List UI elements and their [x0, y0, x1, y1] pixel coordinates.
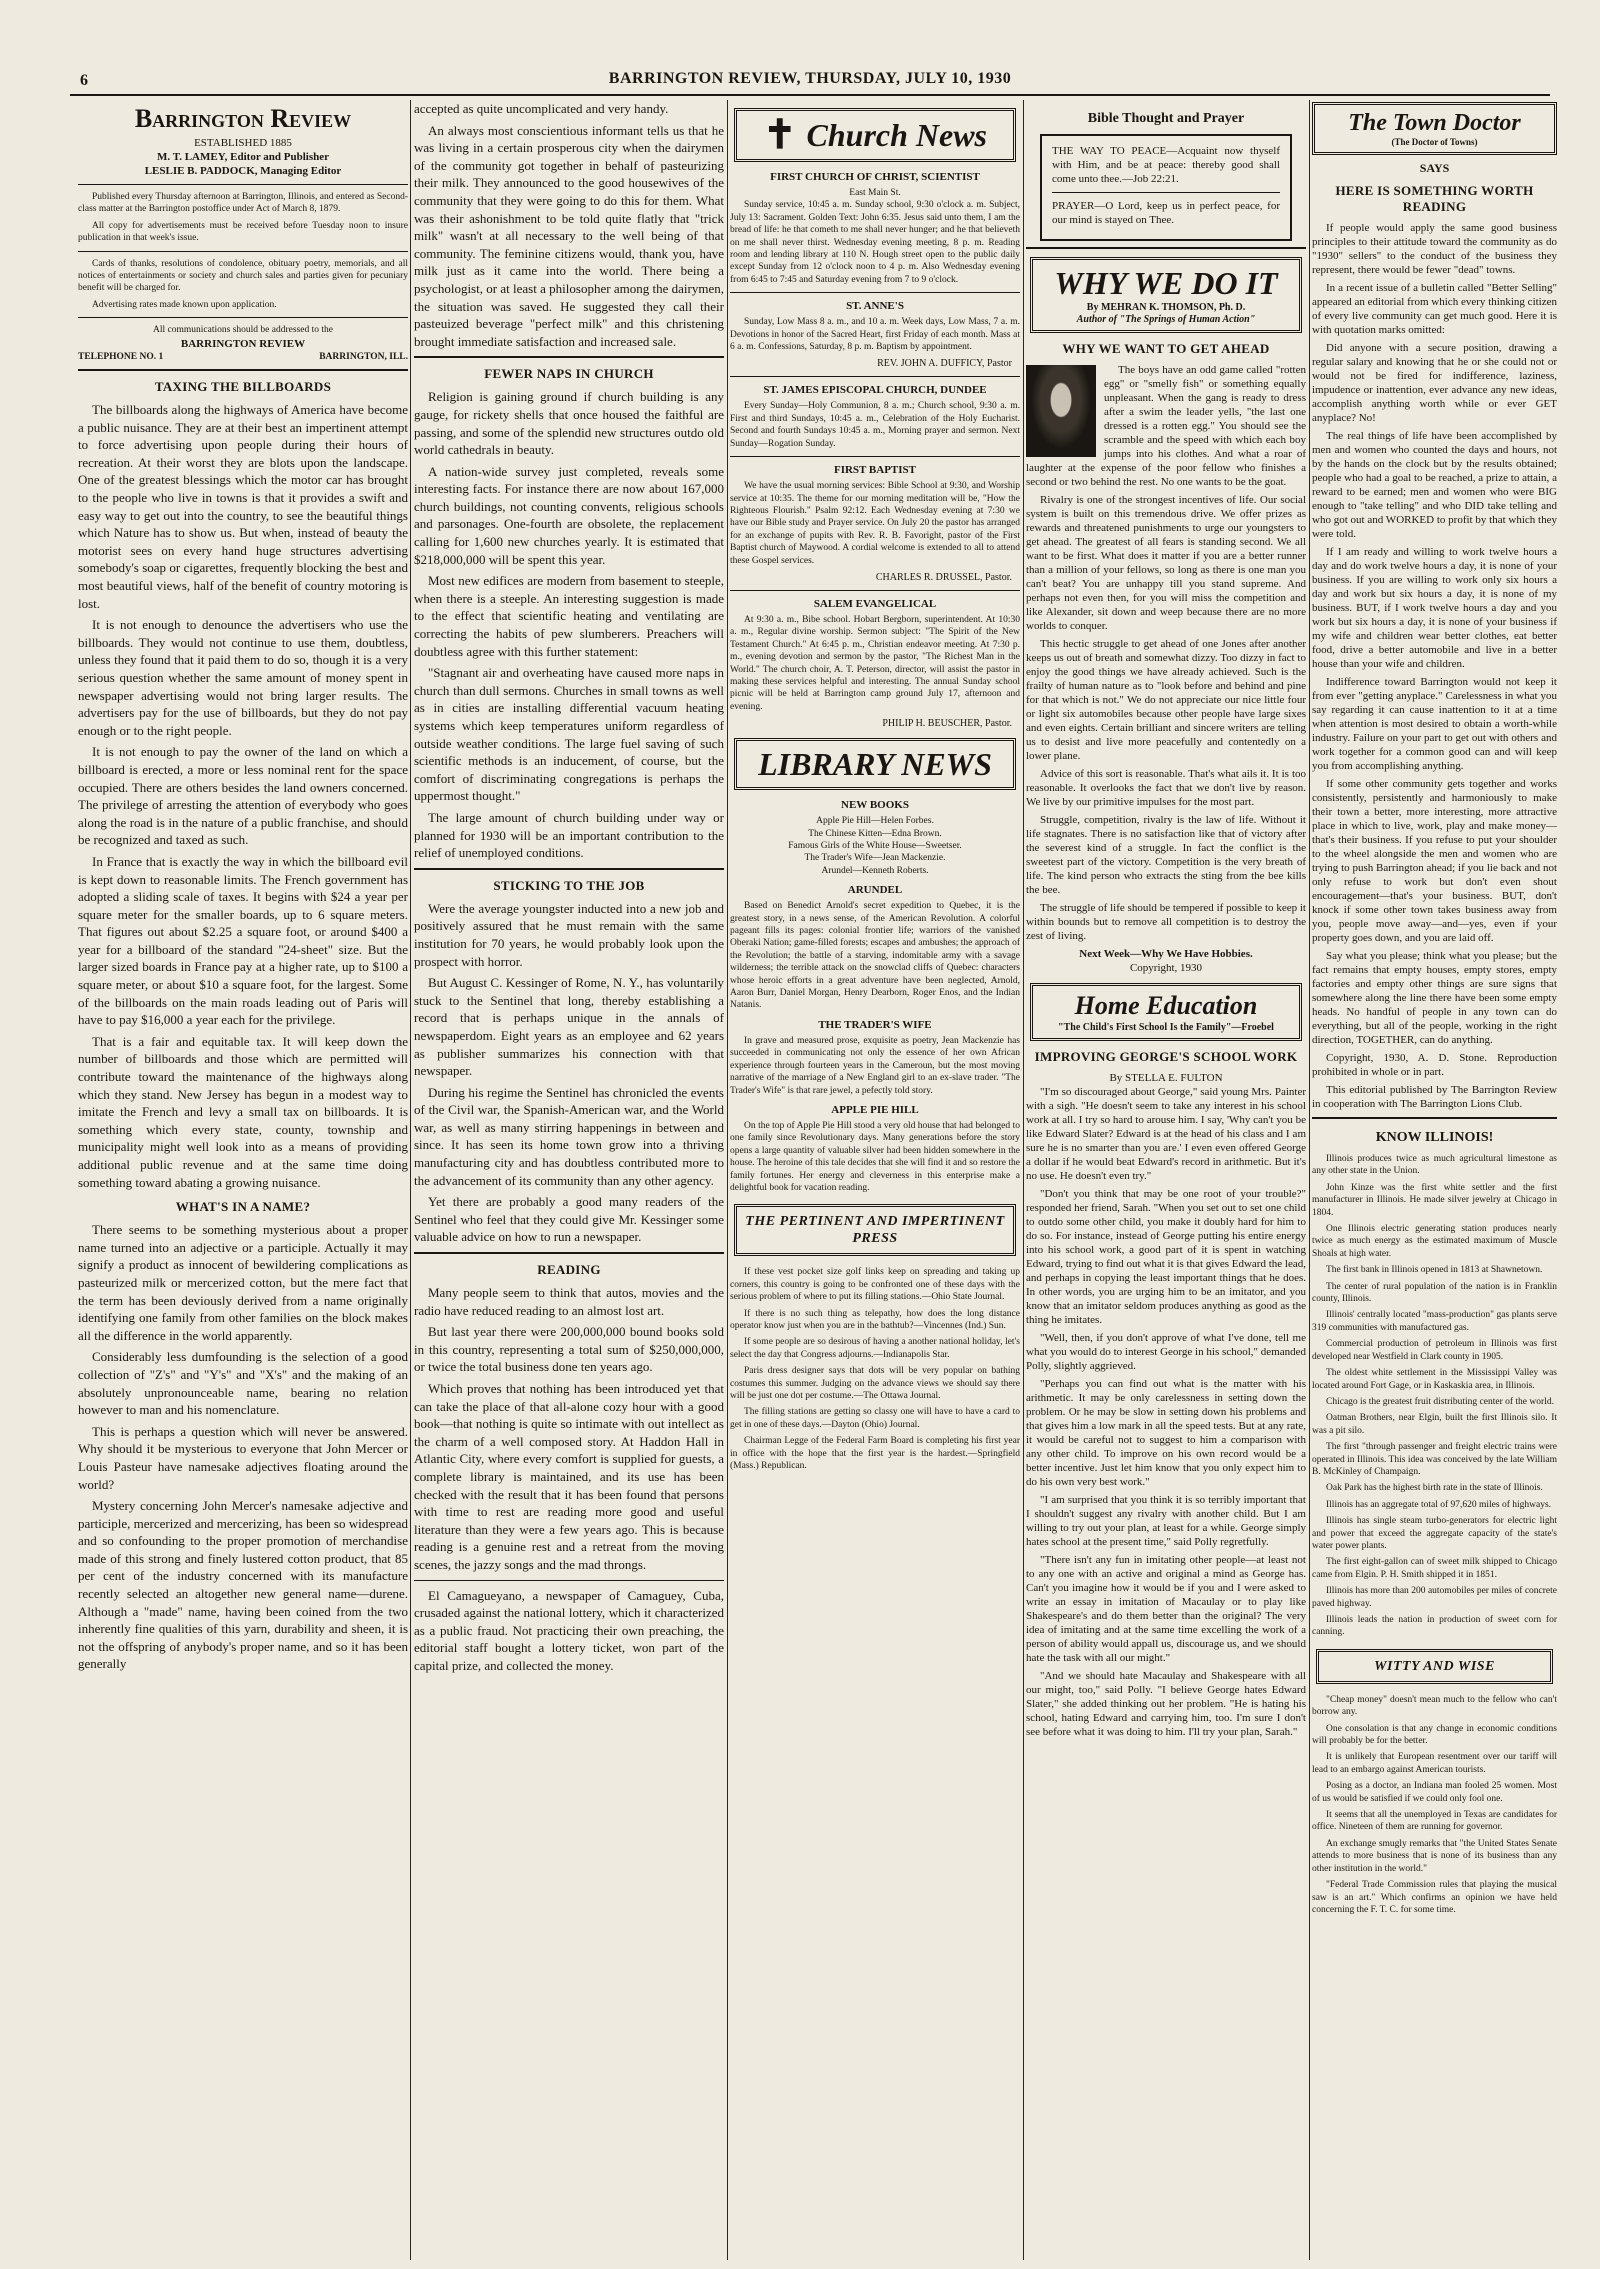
section-label: NEW BOOKS [841, 799, 909, 812]
fact-item: Oatman Brothers, near Elgin, built the first Illinois silo. It was a pit silo. [1312, 1413, 1557, 1436]
press-item: If some people are so desirous of having a another national holiday, let's select the day that Congress adjourns.—Indianapolis Star. [730, 1337, 1020, 1360]
copyright-note: Copyright, 1930, A. D. Stone. Reproduction prohibited in whole or in part. [1312, 1052, 1557, 1078]
article-title: IMPROVING GEORGE'S SCHOOL WORK [1034, 1049, 1298, 1064]
church-news-title: Church News [806, 117, 987, 153]
book-title: Apple Pie Hill—Helen Forbes. [816, 816, 934, 827]
church-schedule: Sunday service, 10:45 a. m. Sunday school, 9:30 o'clock a. m. Subject, July 13: Sacrament. Golden Text: John 6:35. Jesus said unto them, I am the bread of life: he that cometh to me shall never hunger; and he that believeth on me shall never thirst. Wednesday evening meeting, 8 p. m. Reading room and lending library at 110 N. Hough street open to the public daily except Sunday from 12 o'clock noon to 4 p. m. Also Wednesday evening from 6:45 to 7:45 and Saturday evening from 7 to 9 o'clock. [730, 200, 1020, 285]
nameplate: Barrington Review [134, 104, 352, 133]
article-title: WHAT'S IN A NAME? [175, 1199, 311, 1215]
column-rule [727, 100, 728, 2260]
fact-item: The first eight-gallon can of sweet milk shipped to Chicago came from Elgin. P. H. Smith shipped it in 1851. [1312, 1557, 1557, 1580]
town-doctor-subtitle: (The Doctor of Towns) [1391, 137, 1478, 147]
article-paragraph: Religion is gaining ground if church building is any gauge, for rickety shells that once housed the faithful are passing, and some of the splendid new structures outdo old world cathedrals in beauty. [414, 389, 724, 458]
cooperation-note: This editorial published by The Barrington Review in cooperation with The Barrington Lions Club. [1312, 1084, 1557, 1110]
column-rule [1023, 100, 1024, 2260]
fact-item: One Illinois electric generating station produces nearly twice as much energy as the estimated maximum of Muscle Shoals at high water. [1312, 1224, 1557, 1259]
divider [78, 251, 408, 252]
article-paragraph: There seems to be something mysterious about a proper name turned into an adjective or a participle. Actually it may signify a product as innocent of bewildering complications as pasteurized milk or mercerized cotton, but the mere fact that the term has been deviously derived from a name originally identifying one family from other families on the block makes all the difference in the world apparently. [78, 1222, 408, 1343]
article-paragraph: If some other community gets together and works consistently, persistently and harmoniously to make their town a better, more interesting, more attractive place in which to live, work, play and make money—that's their business. If you refuse to put your shoulder to the wheel alongside the men and women who are trying to push Barrington ahead; if you lie back and not only refuse to work but don't even shout encouragement—that's your business. BUT, don't knock if some other town takes business away from you, people move away—and—yes, even if your property goes down, and you are laid off. [1312, 778, 1557, 944]
article-paragraph: But August C. Kessinger of Rome, N. Y., has voluntarily stuck to the Sentinel that long, thereby establishing a record that is perhaps unique in the annals of newspaperdom. Eight years as an employee and 62 years as publisher summarizes his connection with that newspaper. [414, 975, 724, 1079]
article-paragraph: "Well, then, if you don't approve of what I've done, tell me what you would do to interest George in his school," demanded Polly, slightly aggrieved. [1026, 1332, 1306, 1372]
review-text: In grave and measured prose, exquisite as poetry, Jean Mackenzie has succeeded in communicating not only the essence of her own African experience through fourteen years in the Cameroun, but the most moving narrative of the marriage of a New England girl to an ex-slave trader. "The Trader's Wife" is that rare jewel, a pefectly told story. [730, 1035, 1020, 1096]
press-item: The filling stations are getting so classy one will have to have a card to get in one of these days.—Dayton (Ohio) Journal. [730, 1407, 1020, 1430]
article-title: TAXING THE BILLBOARDS [154, 379, 332, 395]
bible-verse-box [1040, 134, 1292, 241]
review-title: THE TRADER'S WIFE [818, 1018, 932, 1031]
fact-item: Illinois' centrally located "mass-production" gas plants serve 319 communities with manufactured gas. [1312, 1310, 1557, 1333]
column-1 [78, 100, 408, 2260]
book-title: Famous Girls of the White House—Sweetser. [788, 841, 962, 851]
fact-item: Oak Park has the highest birth rate in the state of Illinois. [1326, 1483, 1543, 1494]
column-2 [414, 100, 724, 2260]
town-doctor-header [1312, 102, 1557, 155]
witty-item: "Federal Trade Commission rules that playing the musical saw is an art." Which confirms an opinion we have held concerning the F. T. C. for some time. [1312, 1880, 1557, 1915]
fact-item: Commercial production of petroleum in Illinois was first developed near Westfield in Clark county in 1905. [1312, 1339, 1557, 1362]
witty-item: "Cheap money" doesn't mean much to the fellow who can't borrow any. [1312, 1694, 1557, 1718]
communications-name: BARRINGTON REVIEW [180, 337, 306, 350]
manager-line: LESLIE B. PADDOCK, Managing Editor [144, 165, 342, 177]
copyright-note: Copyright, 1930 [1129, 962, 1203, 974]
church-schedule: At 9:30 a. m., Bibe school. Hobart Bergborn, superintendent. At 10:30 a. m., Regular divine worship. Sermon subject: "The Spirit of the New Testament Church." At 6:45 p. m., Christian endeavor meeting. At 7:30 p. m., evening devotion and sermon by the pastor, "The Richest Man in the World." The church choir, A. T. Peterson, director, will assist the pastor in making these services helpful and interesting. The annual Sunday school picnic will be held at Barrington camp ground July 17, afternoon and evening. [730, 614, 1020, 712]
established-line: ESTABLISHED 1885 [194, 137, 292, 149]
article-byline: By STELLA E. FULTON [1109, 1072, 1223, 1084]
fact-item: The center of rural population of the nation is in Franklin county, Illinois. [1312, 1281, 1557, 1305]
witty-and-wise-banner: WITTY AND WISE [1316, 1649, 1553, 1684]
communications-line: All communications should be addressed to the [153, 325, 333, 336]
review-title: APPLE PIE HILL [831, 1103, 919, 1116]
article-paragraph: Yet there are probably a good many readers of the Sentinel who feel that they could give Mr. Kessinger some valuable advice on how to run a newspaper. [414, 1194, 724, 1245]
church-name: FIRST CHURCH OF CHRIST, SCIENTIST [770, 171, 980, 183]
fact-item: Chicago is the greatest fruit distributing center of the world. [1326, 1396, 1554, 1407]
divider [730, 292, 1020, 293]
press-item: Chairman Legge of the Federal Farm Board is completing his first year in office with the hope that the first year is the hardest.—Springfield (Mass.) Republican. [730, 1436, 1020, 1472]
church-address: East Main St. [849, 188, 901, 198]
article-paragraph: The struggle of life should be tempered if possible to keep it within bounds but to remove all competition is to destroy the zest of living. [1026, 902, 1306, 942]
article-paragraph: The boys have an odd game called "rotten egg" or "smelly fish" or something equally unpleasant. When the gang is ready to dress after a swim the leader yells, "the last one dressed is a rotten egg." You should see the scramble and the speed with which each boy jumps into his clothes. And what a roar of laughter at the expense of the poor fellow who finishes a second or two behind the rest. No one wants to be the goat. [1026, 364, 1306, 488]
article-title: WHY WE WANT TO GET AHEAD [1062, 341, 1270, 356]
bible-title: Bible Thought and Prayer [1087, 111, 1245, 126]
new-books-list [730, 815, 1020, 877]
witty-list [1312, 1694, 1557, 1917]
divider [1026, 247, 1306, 249]
article-paragraph: "I am surprised that you think it is so terribly important that I shouldn't suggest any rivalry with another child. But I am willing to try out your plan, at least for a while. George simply hates school at the present time," said Polly regretfully. [1026, 1494, 1306, 1548]
press-item: If there is no such thing as telepathy, how does the long distance operator know just when you are in the bathtub?—Vincennes (Ind.) Sun. [730, 1308, 1020, 1331]
article-title: FEWER NAPS IN CHURCH [484, 366, 654, 382]
church-schedule: We have the usual morning services: Bible School at 9:30, and Worship service at 10:35. The theme for our morning meditation will be, "How the Righteous Flourish." Psalm 92:12. Each Wednesday evening at 7:30 we have our Bible study and Prayer service. On July 20 the pastor has arranged for an exchange of pupits with Rev. R. B. Favoright, pastor of the First Baptist church of Maywood. A cordial welcome is extended to all to attend these Gospel services. [730, 481, 1020, 566]
article-paragraph: "There isn't any fun in imitating other people—at least not to any one with an active and original a mind as George has. Can't you imagine how it would be if you and I were asked to write an essay in imitation of Macaulay or to play like Shakespeare's and do them better than the original? The very idea of imitating and at the same time excelling the work of a person of ability would appall us, discourage us, and we should hate the task with all our might." [1026, 1554, 1306, 1664]
article-paragraph: A nation-wide survey just completed, reveals some interesting facts. For instance there are now about 167,000 church buildings, not counting convents, religious schools and parsonages. One-fourth are obsolete, the replacement calling for 1,600 new churches yearly. It is estimated that $218,000,000 will be spent this year. [414, 463, 724, 567]
why-we-do-it-header [1030, 257, 1302, 333]
article-paragraph: This is perhaps a question which will never be answered. Why should it be mysterious to everyone that John Mercer or Louis Pasteur have namesake adjectives floating around the world? [78, 1423, 408, 1492]
church-name: SALEM EVANGELICAL [813, 597, 937, 610]
book-title: The Chinese Kitten—Edna Brown. [808, 828, 942, 839]
article-paragraph: The large amount of church building under way or planned for 1930 will be an important contribution to the relief of unemployed conditions. [414, 809, 724, 861]
church-name: ST. ANNE'S [846, 300, 904, 313]
fact-item: The first bank in Illinois opened in 1813 at Shawnetown. [1326, 1265, 1543, 1276]
article-paragraph: "Stagnant air and overheating have caused more naps in church than dull sermons. Churches in small towns as well as in cities are installing differential vacuum heating systems which keep temperatures uniform regardless of outside weather conditions. The large fuel saving of such scientific methods is an inducement, of course, but the comfort of discriminating congregations is perhaps the uppermost thought." [414, 665, 724, 804]
article-paragraph: It is not enough to pay the owner of the land on which a billboard is erected, a more or less nominal rent for the space occupied. There are others besides the land owners concerned. The privilege of arresting the attention of everybody who goes along the road is in the nature of a public franchise, and should be recognized and taxed as such. [78, 744, 408, 848]
home-education-title: Home Education [1074, 991, 1258, 1020]
article-title: STICKING TO THE JOB [493, 877, 645, 893]
article-paragraph: This hectic struggle to get ahead of one Jones after another keeps us out of breath and somewhat dizzy. Too dizzy in fact to enjoy the good things we have already achieved. Such is the frailty of human nature as to "look before and behind and pine for that which is not." We do not appreciate our nice little four or light six automobiles because other people have large sixes and even eights. Certain brilliant and sincere writers are telling us to desist and live more peacefully and contentedly on a lower plane. [1026, 638, 1306, 762]
fact-item: Illinois has an aggregate total of 97,620 miles of highways. [1326, 1499, 1552, 1510]
article-paragraph: Say what you please; think what you please; but the fact remains that empty houses, empty stores, empty factories and empty other things are sure signs that somewhere along the line there have been some empty heads. No handful of people in any town can do everything, but all of the people, working in the right direction, TOGETHER, can do anything. [1312, 950, 1557, 1046]
divider [730, 376, 1020, 377]
divider [414, 868, 724, 870]
divider [414, 356, 724, 358]
bible-verse: THE WAY TO PEACE—Acquaint now thyself with Him, and be at peace: thereby good shall come unto thee.—Job 22:21. [1052, 145, 1280, 185]
article-paragraph: Struggle, competition, rivalry is the law of life. Without it life stagnates. There is no satisfaction like that of victory after the severest kind of a struggle. In fact the conflict is the sweetest part of the victory. Competition is the very breath of life. The kind person who extracts the sting from the bee kills the bee. [1026, 814, 1306, 896]
article-paragraph: Which proves that nothing has been introduced yet that can take the place of that all-alone cozy hour with a good book—that nothing is quite so intimate with out intellect as the charm of a well composed story. At Haddon Hall in Atlantic City, where every comfort is supplied for guests, a complete library is maintained, and its use has been checked with the result that it has been found that persons with time to rest are reading more good and useful literature than they were a few years ago. This is because reading is a genuine rest and a retreat from the moving scenes, the jazzy songs and the mad throngs. [414, 1381, 724, 1572]
fact-item: Illinois leads the nation in production of sweet corn for canning. [1312, 1615, 1557, 1638]
divider [78, 184, 408, 185]
fact-item: Illinois has more than 200 automobiles per miles of concrete paved highway. [1312, 1586, 1557, 1609]
fact-item: The first "through passenger and freight electric trains were operated in Illinois. This idea was conceived by the late William B. McKinley of Champaign. [1312, 1442, 1557, 1477]
witty-item: An exchange smugly remarks that "the United States Senate attends to more business that is none of its business than any other institution in the world." [1312, 1838, 1557, 1874]
home-education-header [1030, 983, 1302, 1041]
column-rule [410, 100, 411, 2260]
church-schedule: Every Sunday—Holy Communion, 8 a. m.; Church school, 9:30 a. m. First and third Sundays, 10:45 a. m., Celebration of the Holy Eucharist. Second and fourth Sundays 10:45 a. m., Morning prayer and sermon. Next Sunday—Rogation Sunday. [730, 401, 1020, 449]
fact-item: Illinois has single steam turbo-generators for electric light and power that exceed the aggregate capacity of the state's water power plants. [1312, 1516, 1557, 1551]
witty-item: Posing as a doctor, an Indiana man fooled 25 women. Most of us would be satisfied if we could only fool one. [1312, 1781, 1557, 1804]
copy-deadline-notice: All copy for advertisements must be received before Tuesday noon to insure publication in that week's issue. [78, 220, 408, 244]
charges-notice: Cards of thanks, resolutions of condolence, obituary poetry, memorials, and all notices of entertainments or society and church sales and parties given for pecuniary benefit will be charged for. [78, 258, 408, 294]
article-paragraph: Considerably less dumfounding is the selection of a good collection of "Z's" and "Y's" and "X's" and the making of an absolutely unpronounceable name, bearing no relation however to man and his nomenclature. [78, 1349, 408, 1418]
author-portrait [1026, 365, 1096, 457]
witty-item: It seems that all the unemployed in Texas are candidates for office. Nineteen of them are running for governor. [1312, 1810, 1557, 1833]
divider [78, 317, 408, 318]
contact-line [78, 351, 408, 363]
article-paragraph: "I'm so discouraged about George," said young Mrs. Painter with a sigh. "He doesn't seem to take any interest in his school work at all. I try so hard to arouse him. I say, 'Why can't you be like Edward Slater? Edward is at the head of his class and I am sure he is no smarter than you are.' I even even offered George a dollar if he would beat Edward's record in arithmetic. But it's no use. He doesn't even try." [1026, 1086, 1306, 1182]
town-doctor-title: The Town Doctor [1348, 110, 1521, 136]
divider [1312, 1117, 1557, 1119]
article-paragraph: Mystery concerning John Mercer's namesake adjective and participle, mercerized and mercerizing, has been so widespread and so confounding to the proper promotion of merchandise made of this strong and finely lustered cotton product, that 85 per cent of the industry concerned with its manufacture recently selected an altogether new general name—durene. Although a "made" name, having been coined from the two inherently fine qualities of this yarn, durability and sheen, it is not the offspring of anybody's proper name, and so it has been generally [78, 1498, 408, 1672]
article-title: READING [537, 1262, 601, 1278]
article-paragraph: The billboards along the highways of America have become a public nuisance. They are at their best an impertinent attempt to force advertising upon people during their hours of recreation. At their worst they are blots upon the landscape. One of the greatest blessings which the motor car has brought to the people who live in towns is that it provides a swift and easy way to get out into the country, to see the beautiful things which Nature has to show us. But when, instead of beauty the motorist sees on every hand huge structures advertising somebody's soap or cigarettes, frequently blocking the best and most beautiful views, half of the benefit of country motoring is lost. [78, 402, 408, 611]
fact-item: Illinois produces twice as much agricultural limestone as any other state in the Union. [1312, 1154, 1557, 1177]
press-item: Paris dress designer says that dots will be very popular on bathing costumes this summer. Judging on the advance views we should say there will be just one dot per costume.—The Ottawa Journal. [730, 1366, 1020, 1401]
column-3 [730, 100, 1020, 2260]
article-paragraph: Many people seem to think that autos, movies and the radio have reduced reading to an almost lost art. [414, 1285, 724, 1318]
witty-item: It is unlikely that European resentment over our tariff will lead to an embargo against American tourists. [1312, 1752, 1557, 1775]
article-paragraph: Were the average youngster inducted into a new job and positively assured that he must remain with the same institution for 70 years, he would probably look upon the prospect with horror. [414, 900, 724, 969]
know-illinois-title: KNOW ILLINOIS! [1375, 1130, 1494, 1145]
witty-item: One consolation is that any change in economic conditions will probably be for the better. [1312, 1723, 1557, 1747]
page-number: 6 [80, 72, 88, 89]
divider [414, 1580, 724, 1581]
church-schedule: Sunday, Low Mass 8 a. m., and 10 a. m. Week days, Low Mass, 7 a. m. Devotions in honor of the Sacred Heart, first Friday of each month. Mass at 6 a. m. Confessions, Saturday, 8 p. m. Baptism by appointment. [730, 317, 1020, 353]
article-title: HERE IS SOMETHING WORTH READING [1335, 183, 1534, 214]
editor-line: M. T. LAMEY, Editor and Publisher [157, 151, 329, 163]
why-we-do-it-title: WHY WE DO IT [1054, 265, 1278, 301]
article-paragraph: "And we should hate Macaulay and Shakespeare with all our might, too," said Polly. "I believe George hates Edward Slater," she added thinking out her problem. "He is hating his school, hating Edward and carrying him, too. I'm sure I don't see before what it was doing to him. I'll try your plan, Sarah." [1026, 1670, 1306, 1738]
church-news-header [734, 108, 1016, 162]
page-masthead: BARRINGTON REVIEW, THURSDAY, JULY 10, 1930 [70, 70, 1550, 96]
article-paragraph: In France that is exactly the way in which the billboard evil is kept down to reasonable limits. The French government has adopted a sliding scale of taxes. It begins with $24 a year per square meter for the smaller boards, up to 6 square meters. That figures out about $2.25 a square foot, or around $400 a year for a billboard of the standard "24-sheet" size. But the larger sized boards in France pay at a higher rate, up to $100 a square meter, or about $10 a square foot, for the largest. Some of the billboards on the main roads leading out of Paris will have to pay $16,000 a year each for the privilege. [78, 853, 408, 1028]
next-week-note: Next Week—Why We Have Hobbies. [1079, 948, 1253, 960]
church-pastor: CHARLES R. DRUSSEL, Pastor. [875, 571, 1012, 583]
rates-notice: Advertising rates made known upon application. [92, 299, 277, 310]
column-4 [1026, 100, 1306, 2260]
divider [730, 590, 1020, 591]
article-paragraph: El Camagueyano, a newspaper of Camaguey, Cuba, crusaded against the national lottery, which it characterized as a public fraud. Not practicing their own preaching, the editorial staff bought a lottery ticket, won part of the capital prize, and collected the money. [414, 1587, 724, 1673]
church-name: ST. JAMES EPISCOPAL CHURCH, DUNDEE [763, 384, 987, 397]
book-title: The Trader's Wife—Jean Mackenzie. [804, 853, 946, 864]
article-paragraph: accepted as quite uncomplicated and very handy. [414, 101, 669, 116]
fact-item: The oldest white settlement in the Mississippi Valley was located around Fort Gage, or in Kaskaskia area, in Illinois. [1312, 1368, 1557, 1391]
divider [730, 456, 1020, 457]
article-paragraph: Did anyone with a secure position, drawing a regular salary and knowing that he or she could not or would not be fired for indifference, laziness, impudence or inattention, ever advance any new ideas, accomplish anything worth while or ever GET anyplace? No! [1312, 342, 1557, 424]
says-label: SAYS [1419, 161, 1450, 175]
know-illinois-list [1312, 1153, 1557, 1639]
telephone: TELEPHONE NO. 1 [78, 351, 164, 362]
article-paragraph: In a recent issue of a bulletin called "Better Selling" appeared an editorial from which every thinking citizen of every live community can get much good. Here it is with quotation marks omitted: [1312, 282, 1557, 336]
article-paragraph: But last year there were 200,000,000 bound books sold in this country, representing a total sum of $250,000,000, or twice the total business done ten years ago. [414, 1324, 724, 1375]
review-title: ARUNDEL [847, 884, 903, 897]
press-item: If these vest pocket size golf links keep on spreading and taking up corners, this country is going to be confronted one of these days with the serious problem of where to put its filling stations.—Ohio State Journal. [730, 1267, 1020, 1303]
city: BARRINGTON, ILL. [319, 351, 408, 362]
church-pastor: PHILIP H. BEUSCHER, Pastor. [882, 718, 1012, 730]
article-paragraph: An always most conscientious informant tells us that he was living in a certain prosperous city when the dairymen of the community got together in behalf of pasteurizing their milk. They announced to the good housewives of the community that they were going to do this for them. What was their ashonishment to be told quite flatly that "trick milk" wasn't at all necessary to the well being of that community. The feminine citizens would, thank you, have milk just as it came into the world. There being a psychologist, or at least a philosopher among the dairymen, the situation was saved. He suggested they call their pasteuized beverage "perfect milk" and this christening brought immediate satisfaction and increased sale. [414, 122, 724, 349]
why-byline: By MEHRAN K. THOMSON, Ph. D. [1086, 302, 1246, 313]
church-pastor: REV. JOHN A. DUFFICY, Pastor [877, 358, 1012, 370]
book-title: Arundel—Kenneth Roberts. [821, 865, 929, 876]
divider [1052, 192, 1280, 193]
publication-notice: Published every Thursday afternoon at Barrington, Illinois, and entered as Second-class matter at the Barrington postoffice under Act of March 8, 1879. [78, 192, 408, 215]
column-5 [1312, 100, 1557, 2260]
article-paragraph: "Don't you think that may be one root of your trouble?" responded her friend, Sarah. "When you set out to set one child to outdo some other child, you make it doubly hard for him to do so. For instance, instead of George putting his entire energy into his school work, a good part of it is spent in watching Edward, trying to find out what it is that gives Edward the lead, and perhaps in copying the least important things that he does. In other words, you are urging him to be an imitator, and you know that an imitator seldom produces anything as good as the thing he imitates. [1026, 1188, 1306, 1326]
article-paragraph: Most new edifices are modern from basement to steeple, when there is a steeple. An interesting suggestion is made to the effect that scientific heating and ventilating are correcting the habits of pew slumberers. Preachers will doubtless agree with this further statement: [414, 573, 724, 659]
press-banner: THE PERTINENT AND IMPERTINENT PRESS [734, 1204, 1016, 1256]
library-news-header: LIBRARY NEWS [734, 738, 1016, 790]
divider [414, 1252, 724, 1254]
article-paragraph: "Perhaps you can find out what is the matter with his arithmetic. It may be only carelessness in setting down the problem. Or he may be slow in setting down his problems and that gives him a low mark in all the speed tests. But at any rate, it would be careful not to suggest to him a comparison with any other child. To improve on his own record would be a better incentive. Just let him know that you only expect him to do his own very best work." [1026, 1378, 1306, 1488]
article-paragraph: If people would apply the same good business principles to their attitude toward the community as do "1930" sellers" to the conduct of the business they represent, there would be fewer "dead" towns. [1312, 222, 1557, 276]
column-rule [1309, 100, 1310, 2260]
article-paragraph: If I am ready and willing to work twelve hours a day and do work twelve hours a day, it is none of your business. If you are willing to work only six hours a day and work but six hours a day, it is none of my business. BUT, if I work twelve hours a day and you work but six hours a day, it is none of your business if my wife and children wear better clothes, eat better food, drive a better automobile and live in a better house than your wife and children. [1312, 546, 1557, 670]
home-education-motto: "The Child's First School Is the Family"—Froebel [1058, 1022, 1274, 1033]
why-author-note: Author of "The Springs of Human Action" [1076, 314, 1256, 325]
article-paragraph: During his regime the Sentinel has chronicled the events of the Civil war, the Spanish-American war, and the World war, as well as many stirring happenings in between and since. It has seen its home town grow into a thriving manufacturing city and has doubtless contributed more to the advancement of its community than any other agency. [414, 1084, 724, 1188]
article-paragraph: Rivalry is one of the strongest incentives of life. Our social system is built on this tremendous drive. We offer prizes as rewards and threatened punishments to urge our youngsters to get ahead. The greatest of all fears is standing second. We all want to be first. What does it matter if you are a better runner than a million of your fellows, so long as there is one man you can't beat? You are unhappy till you stand supreme. And perhaps not even then, for you will miss the competition and like Alexander, sit down and weep because there are no more worlds to conquer. [1026, 494, 1306, 632]
cross-icon: ✝ [762, 112, 797, 157]
bible-prayer: PRAYER—O Lord, keep us in perfect peace, for our mind is stayed on Thee. [1052, 200, 1280, 226]
article-paragraph: Indifference toward Barrington would not keep it from ever "getting anyplace." Carelessness in what you say regarding it can cause inattention to it at a time when attention is most desired to obtain a worth-while industry. Failure on your part to get out with others and work together for a common good can and will keep you from accomplishing anything. [1312, 676, 1557, 772]
article-paragraph: The real things of life have been accomplished by men and women who counted the days and hours, not by the hands on the clock but by the results obtained; people who had a goal to be reached, a prize to attain, a reward to be earned; men and women who were BIG enough to "take telling" and who DID take telling and who got out and WORKED to profit by that which they were told. [1312, 430, 1557, 540]
article-paragraph: It is not enough to denounce the advertisers who use the billboards. They would not continue to use them, doubtless, unless they found that it paid them to do so, though it is a very serious question whether the same amount of money spent in newspaper advertising would not bring larger results. The advertisers pay for the use of billboards, but they do not pay enough or to the right people. [78, 617, 408, 738]
article-paragraph: Advice of this sort is reasonable. That's what ails it. It is too reasonable. It overlooks the fact that we don't live by reason. We live by our primitive impulses for the most part. [1026, 768, 1306, 808]
article-paragraph: That is a fair and equitable tax. It will keep down the number of billboards and those which are permitted will contribute toward the maintenance of the highways along which they stand. New Jersey has begun in a modest way to imitate the French and levy a small tax on billboards. It is something which every state, county, township and municipality might well look into as a means of providing additional public revenue and at the same time doing something toward abating a growing nuisance. [78, 1033, 408, 1190]
fact-item: John Kinze was the first white settler and the first manufacturer in Illinois. He made silver jewelry at Chicago in 1804. [1312, 1182, 1557, 1218]
review-text: On the top of Apple Pie Hill stood a very old house that had belonged to one family since Revolutionary days. Many generations before the story opens a large quantity of valuable silver had been hidden somewhere in the house. The heroine of this tale decides that she will find it and so restore the family fortunes. Her energy and cleverness in this enterprise make a delightful book for vacation reading. [730, 1120, 1020, 1193]
church-name: FIRST BAPTIST [833, 464, 917, 477]
review-text: Based on Benedict Arnold's secret expedition to Quebec, it is the greatest story, in a news sense, of the American Revolution. A colorful pageant fills its pages: colonial frontier life; warriors of the vanished Oberaki Nation; game-filled forests; escapes and ambushes; the approach of the Revolution; the battle of a starving, indomitable army with a savage wilderness; the terrible attack on the snowclad cliffs of Quebec: characters whose heroic efforts in a great adventure have been neglected, Arnold, Aaron Burr, Daniel Morgan, Henry Dearborn, Roger Enos, and the Indian Natanis. [730, 901, 1020, 1011]
divider [78, 369, 408, 371]
